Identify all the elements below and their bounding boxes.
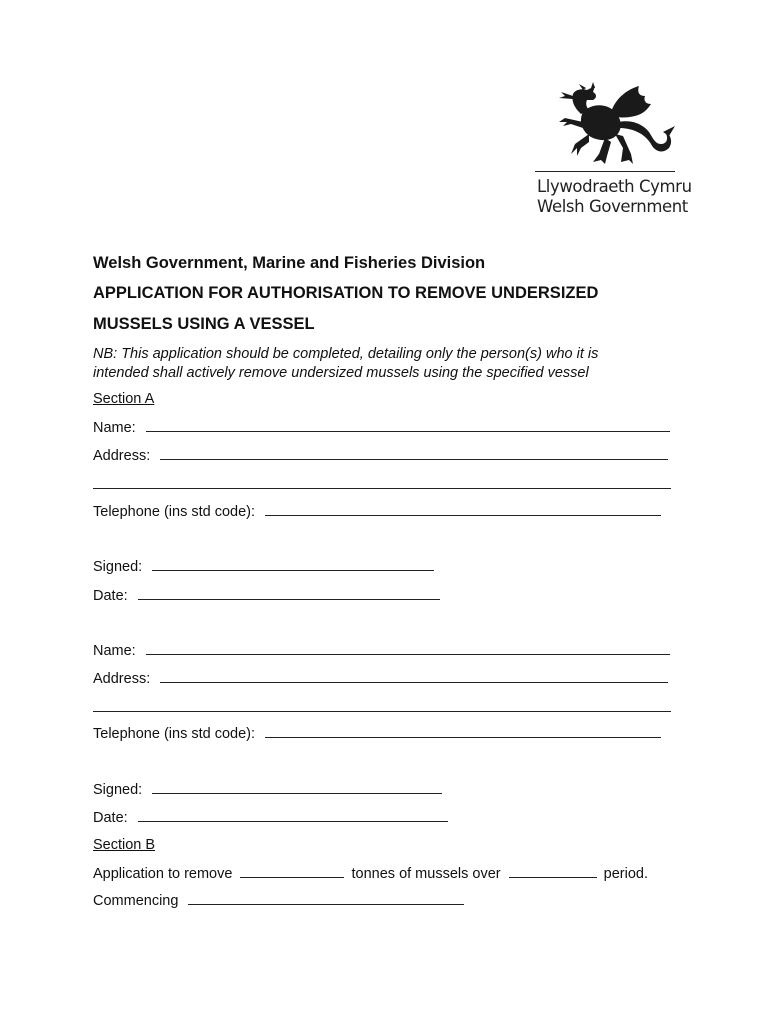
name-field[interactable] [146,642,670,655]
logo-divider [535,171,675,172]
person1-telephone-row [93,503,661,520]
signature-field[interactable] [152,781,442,794]
date-field[interactable] [138,587,440,600]
person2-name-row [93,642,670,659]
telephone-label: Telephone (ins std code): [93,504,256,520]
address-field-line-2[interactable] [93,488,671,489]
apply-suffix: period. [603,866,649,882]
apply-prefix: Application to remove [93,866,233,882]
signed-label: Signed: [93,782,143,798]
name-field[interactable] [146,419,670,432]
date-field[interactable] [138,809,448,822]
commencing-label: Commencing [93,893,179,909]
note-line-1: NB: This application should be completed, detailing only the person(s) who it is [93,346,599,362]
person2-date-row [93,809,448,826]
welsh-government-logo [535,82,692,222]
date-label: Date: [93,810,128,826]
address-field[interactable] [160,670,668,683]
person1-name-row [93,419,670,436]
form-title-line-1: APPLICATION FOR AUTHORISATION TO REMOVE UNDERSIZED [93,284,599,302]
address-field[interactable] [160,447,668,460]
apply-middle: tonnes of mussels over [351,866,501,882]
address-label: Address: [93,448,151,464]
section-b-title: Section B [93,837,156,853]
application-row [93,865,648,882]
person2-address-row [93,670,668,687]
person2-signed-row [93,781,442,798]
telephone-field[interactable] [265,725,661,738]
person1-signed-row [93,558,434,575]
form-title-line-2: MUSSELS USING A VESSEL [93,315,315,333]
address-label: Address: [93,671,151,687]
note-line-2: intended shall actively remove undersized mussels using the specified vessel [93,365,589,381]
instructions-note [93,345,693,383]
address-field-line-2[interactable] [93,711,671,712]
signed-label: Signed: [93,559,143,575]
commencing-row [93,892,464,909]
section-a-title: Section A [93,391,155,407]
signature-field[interactable] [152,558,434,571]
welsh-dragon-icon [553,82,678,168]
person2-telephone-row [93,725,661,742]
date-label: Date: [93,588,128,604]
name-label: Name: [93,643,136,659]
person1-address-row [93,447,668,464]
period-field[interactable] [509,865,597,878]
commencing-date-field[interactable] [188,892,464,905]
person1-date-row [93,587,440,604]
telephone-field[interactable] [265,503,661,516]
telephone-label: Telephone (ins std code): [93,726,256,742]
department-heading: Welsh Government, Marine and Fisheries Division [93,254,486,272]
logo-welsh-name: Llywodraeth Cymru [537,177,692,196]
tonnes-field[interactable] [240,865,344,878]
name-label: Name: [93,420,136,436]
logo-english-name: Welsh Government [537,197,688,216]
